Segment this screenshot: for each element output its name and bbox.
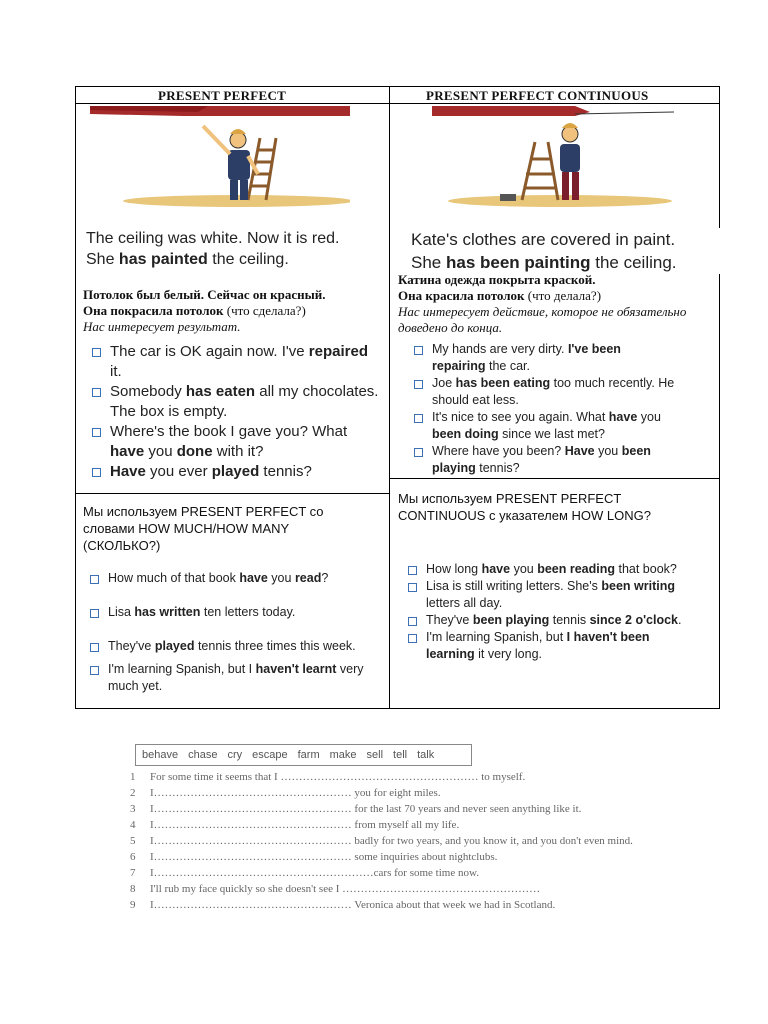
right-ru-line1: Катина одежда покрыта краской. [398,272,596,287]
left-caption [86,228,339,270]
list-item: I'm learning Spanish, but I haven't learnt very much yet. [88,661,373,695]
illustration-painting-ceiling [430,104,674,208]
list-item: How much of that book have you read? [88,570,373,587]
list-item: Where have you been? Have you been playing tennis? [412,443,677,477]
checkbox-icon [92,348,101,357]
right-ru-note: Нас интересует действие, которое не обязательно доведено до конца. [398,304,687,335]
checkbox-icon [414,414,423,423]
word-box-item: talk [417,749,435,761]
left-section-divider [75,493,389,494]
word-box-item: farm [297,749,320,761]
exercise-line: 6 I……………………………………………… some inquiries about nightclubs. [130,851,498,863]
list-item: My hands are very dirty. I've been repairing the car. [412,341,677,375]
left-how-examples [88,570,373,695]
checkbox-icon [408,583,417,592]
checkbox-icon [414,380,423,389]
checkbox-icon [92,428,101,437]
right-how-examples [406,561,686,663]
word-box-item: escape [252,749,288,761]
left-caption-line2: She has painted the ceiling. [86,251,289,268]
checkbox-icon [408,634,417,643]
right-russian-note [398,272,716,336]
exercise-line: 3 I……………………………………………… for the last 70 years and never seen anything like it. [130,803,582,815]
illustration-painted-ceiling [88,104,350,208]
list-item: Have you ever played tennis? [90,462,382,482]
exercise-line: 9 I……………………………………………… Veronica about that week we had in Scotland. [130,899,556,911]
right-usage-note: Мы используем PRESENT PERFECT CONTINUOUS с указателем HOW LONG? [398,491,651,523]
word-box-item: cry [227,749,243,761]
right-ru-line2: Она красила потолок (что делала?) [398,288,602,303]
exercise-line: 2 I……………………………………………… you for eight miles. [130,787,441,799]
list-item: They've played tennis three times this week. [88,638,373,655]
header-present-perfect-continuous: PRESENT PERFECT CONTINUOUS [426,88,649,103]
word-box-item: chase [188,749,218,761]
checkbox-icon [90,643,99,652]
left-usage-note: Мы используем PRESENT PERFECT со словами HOW MUCH/HOW MANY (СКОЛЬКО?) [83,504,324,553]
list-item: They've been playing tennis since 2 o'clock. [406,612,686,629]
exercise-line: 4 I……………………………………………… from myself all my life. [130,819,460,831]
list-item: The car is OK again now. I've repaired it. [90,342,382,382]
checkbox-icon [414,346,423,355]
checkbox-icon [92,468,101,477]
list-item: I'm learning Spanish, but I haven't been learning it very long. [406,629,686,663]
list-item: Somebody has eaten all my chocolates. The box is empty. [90,382,382,422]
left-russian-note [83,287,383,335]
word-box-item: sell [366,749,384,761]
exercise-line: 5 I……………………………………………… badly for two years, and you know it, and you don't even mind. [130,835,633,847]
right-caption-line1: Kate's clothes are covered in paint. [411,230,676,249]
left-ru-line1: Потолок был белый. Сейчас он красный. [83,287,326,302]
exercise-line: 7 I……………………………………………………cars for some time now. [130,867,479,879]
checkbox-icon [90,666,99,675]
list-item: Joe has been eating too much recently. He should eat less. [412,375,677,409]
list-item: It's nice to see you again. What have you been doing since we last met? [412,409,677,443]
word-box [135,744,472,766]
left-ru-line2: Она покрасила потолок (что сделала?) [83,303,306,318]
right-caption [411,228,731,274]
header-present-perfect: PRESENT PERFECT [158,88,287,103]
left-caption-line1: The ceiling was white. Now it is red. [86,230,340,247]
exercise-line: 1 For some time it seems that I ……………………………………………… to myself. [130,771,526,783]
checkbox-icon [408,566,417,575]
right-section-divider [389,478,720,479]
checkbox-icon [414,448,423,457]
word-box-item: make [329,749,357,761]
list-item: How long have you been reading that book? [406,561,686,578]
word-box-item: tell [393,749,408,761]
left-ru-note: Нас интересует результат. [83,319,241,334]
list-item: Lisa is still writing letters. She's been writing letters all day. [406,578,686,612]
checkbox-icon [90,575,99,584]
checkbox-icon [90,609,99,618]
list-item: Where's the book I gave you? What have you done with it? [90,422,382,462]
exercise-line: 8 I'll rub my face quickly so she doesn't see I ……………………………………………… [130,883,541,895]
right-caption-line2: She has been painting the ceiling. [411,253,677,272]
right-examples [412,341,677,477]
word-box-item: behave [142,749,179,761]
checkbox-icon [92,388,101,397]
left-examples [90,342,382,482]
checkbox-icon [408,617,417,626]
list-item: Lisa has written ten letters today. [88,604,373,621]
table-column-divider [389,86,390,709]
